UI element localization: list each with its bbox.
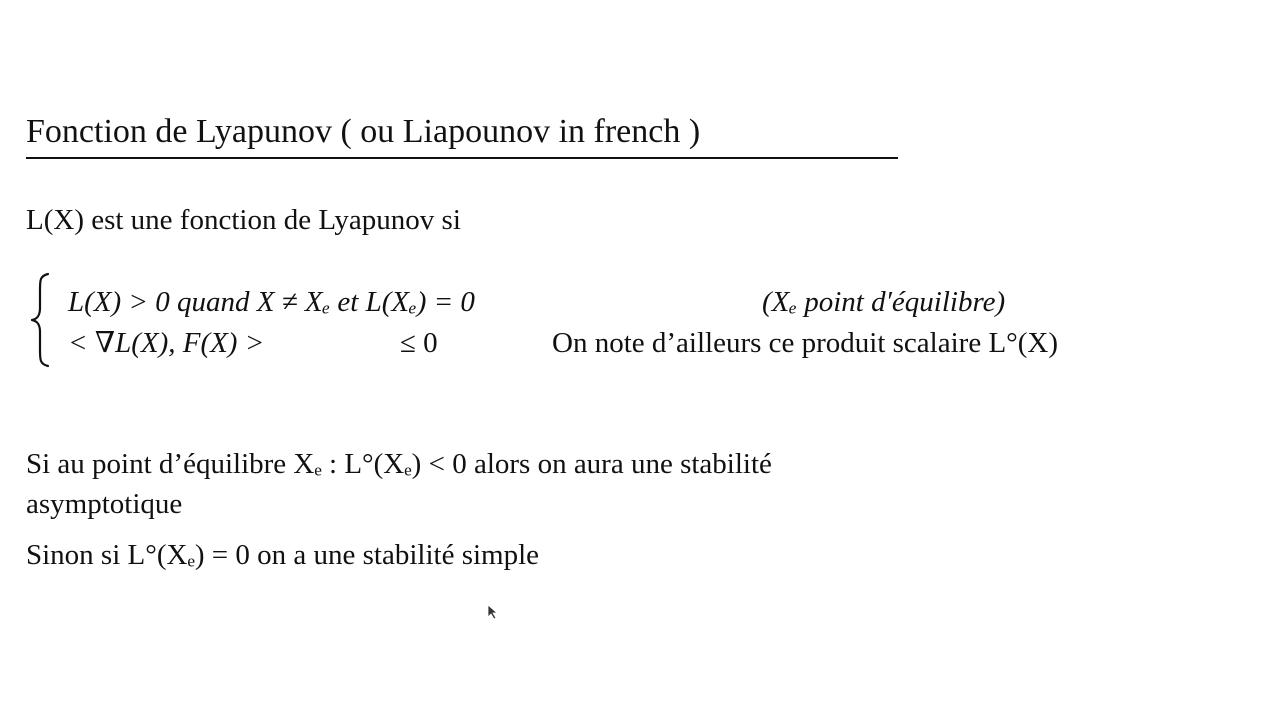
condition-positive: L(X) > 0 quand X ≠ Xₑ et L(Xₑ) = 0 — [68, 286, 475, 318]
equilibrium-note: (Xₑ point d′équilibre) — [762, 286, 1006, 318]
definition-intro: L(X) est une fonction de Lyapunov si — [26, 204, 461, 236]
mouse-pointer-icon — [487, 604, 499, 620]
gradient-scalar-product: < ∇L(X), F(X) > — [68, 327, 265, 359]
title-underline — [26, 157, 898, 159]
scalar-product-note: On note d’ailleurs ce produit scalaire L°(X) — [552, 327, 1059, 359]
nonpositive-bound: ≤ 0 — [400, 327, 438, 359]
slide-title: Fonction de Lyapunov ( ou Liapounov in french ) — [26, 113, 701, 150]
simple-stability-line: Sinon si L°(Xₑ) = 0 on a une stabilité simple — [26, 539, 540, 571]
asymptotic-stability-line: Si au point d’équilibre Xₑ : L°(Xₑ) < 0 alors on aura une stabilité — [26, 448, 772, 480]
left-brace-icon — [28, 270, 54, 370]
asymptotic-stability-continuation: asymptotique — [26, 488, 183, 520]
